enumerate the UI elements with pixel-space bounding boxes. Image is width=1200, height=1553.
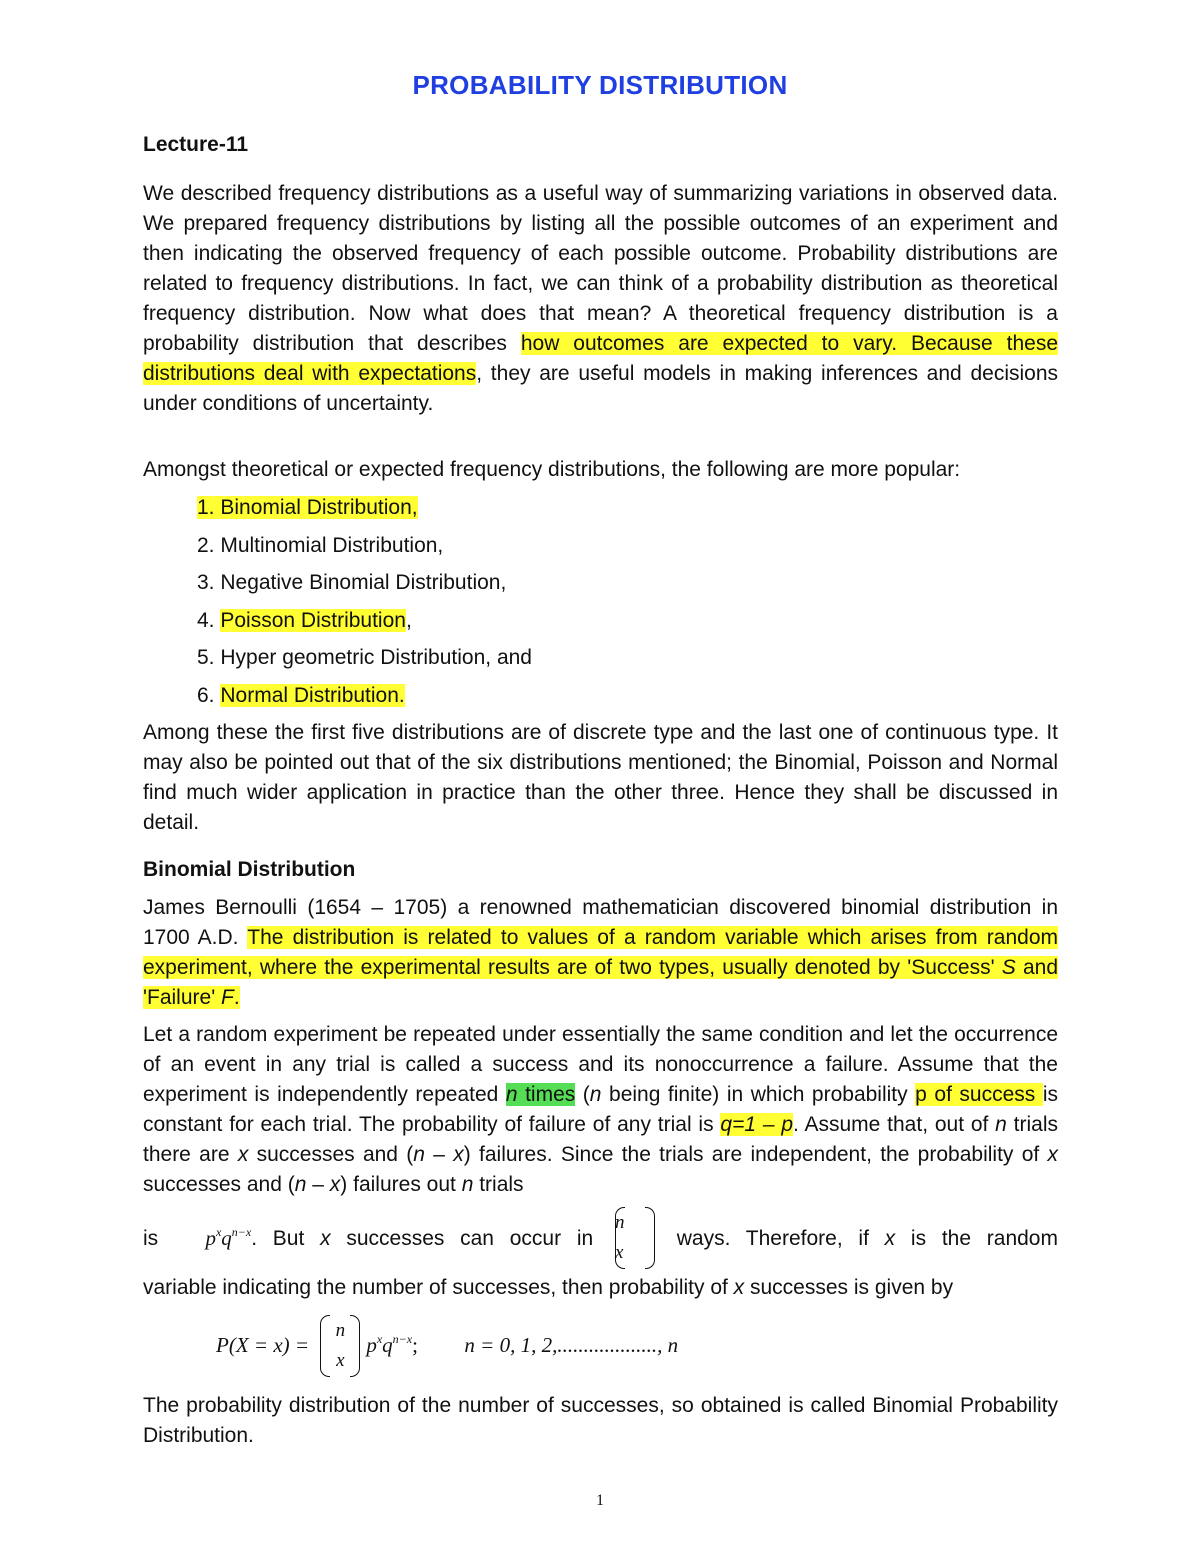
p-success-highlight: p of success: [915, 1083, 1043, 1106]
page-number: 1: [596, 1492, 604, 1509]
page-title: PROBABILITY DISTRIBUTION: [412, 70, 788, 100]
is-line: is $p^xq^{n-x}$. But x successes can occur in n x ways. Therefore, if x is the random: [143, 1200, 1058, 1264]
binomial-coefficient: n x: [320, 1315, 360, 1379]
bernoulli-paragraph: James Bernoulli (1654 – 1705) a renowned mathematician discovered binomial distribution in 1700 A.D. The distribution is related to values of a random variable which arises from random experiment, where the experimental results are of two types, usually denoted by 'Success' S and 'Failure' F.: [143, 896, 1059, 1009]
pq-expression: $p^xq^{n-x}$: [205, 1225, 252, 1250]
random-experiment-paragraph: Let a random experiment be repeated under essentially the same condition and let the occurrence of an event in any trial is called a success and its nonoccurrence a failure. Assume that the experiment is independently repeated n times (n being finite) in which probability p of success is constant for each trial. The probability of failure of any trial is q=1 – p. Assume that, out of n trials there are x successes and (n – x) failures. Since the trials are independent, the probability of x successes and (n – x) failures out n trials: [143, 1023, 1059, 1196]
list-item: 6. Normal Distribution.: [197, 683, 405, 707]
lecture-label: Lecture-11: [143, 133, 249, 156]
list-item: 1. Binomial Distribution,: [197, 496, 418, 519]
binomial-coefficient: n x: [615, 1207, 655, 1271]
list-item: 2. Multinomial Distribution,: [197, 533, 444, 557]
bernoulli-highlight: The distribution is related to values of a random variable which arises from random experiment, where the experimental results are of two types, usually denoted by 'Success' S and 'Failure' F.: [143, 926, 1059, 1009]
intro-text-2: , they are useful models in making inferences and decisions under conditions of uncertainty.: [143, 362, 1059, 415]
n-times-highlight: n times: [505, 1083, 576, 1106]
among-paragraph: Among these the first five distributions are of discrete type and the last one of continuous type. It may also be pointed out that of the six distributions mentioned; the Binomial, Poisson and Normal find much wider application in practice than the other three. Hence they shall be discussed in detail.: [143, 721, 1058, 834]
amongst-paragraph: Amongst theoretical or expected frequency distributions, the following are more popular:: [143, 458, 961, 481]
intro-text-1: We described frequency distributions as a useful way of summarizing variations in observed data. We prepared frequency distributions by listing all the possible outcomes of an experiment and then indicating the observed frequency of each possible outcome. Probability distributions are related to frequency distributions. In fact, we can think of a probability distribution as theoretical frequency distribution. Now what does that mean? A theoretical frequency distribution is a probability distribution that describes: [143, 182, 1058, 355]
variable-paragraph: variable indicating the number of successes, then probability of x successes is given by: [143, 1276, 954, 1299]
q-highlight: q=1 – p: [720, 1113, 794, 1136]
intro-highlight: how outcomes are expected to vary. Because these distributions deal with expectations: [143, 332, 1058, 385]
binomial-heading: Binomial Distribution: [143, 858, 356, 881]
list-item: 4. Poisson Distribution,: [197, 608, 412, 632]
intro-paragraph: [143, 179, 1058, 419]
list-item: 3. Negative Binomial Distribution,: [197, 571, 507, 594]
list-item: 5. Hyper geometric Distribution, and: [197, 646, 532, 669]
closing-paragraph: The probability distribution of the number of successes, so obtained is called Binomial Probability Distribution.: [143, 1394, 1058, 1447]
distribution-list: [197, 493, 532, 718]
binomial-formula: P(X = x) = n x $p^xq^{n-x}$; n = 0, 1, 2,..................., n: [216, 1315, 678, 1379]
